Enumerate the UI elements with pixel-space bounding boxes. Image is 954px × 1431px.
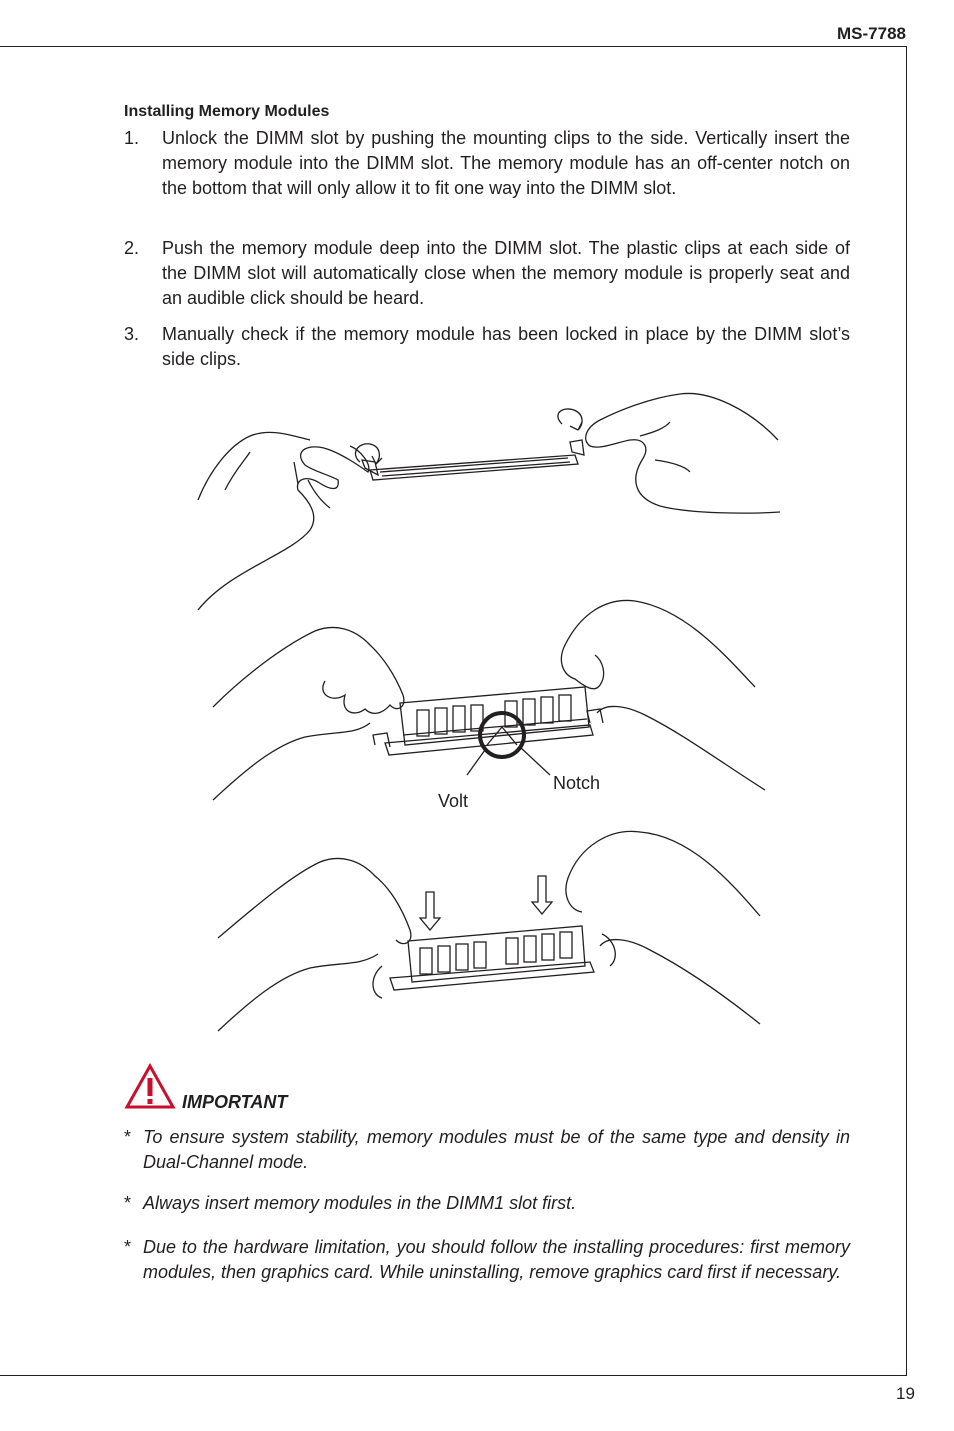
page-number: 19	[896, 1384, 915, 1403]
step-number: 2.	[124, 238, 140, 258]
important-title: IMPORTANT	[182, 1092, 288, 1112]
notch-label: Notch	[553, 773, 601, 793]
note-bullet: *	[124, 1193, 132, 1213]
unlock-slot-illustration	[190, 380, 790, 620]
step-2	[124, 236, 850, 311]
step-number: 3.	[124, 324, 140, 344]
note-bullet: *	[124, 1127, 132, 1147]
push-module-illustration	[210, 826, 770, 1036]
important-note-1	[124, 1125, 850, 1175]
note-text: Always insert memory modules in the DIMM1 slot first.	[143, 1193, 577, 1213]
warning-icon	[124, 1063, 176, 1111]
note-text: Due to the hardware limitation, you should follow the installing procedures: first memory modules, then graphics card. While uninstalling, remove graphics card first if necessary.	[143, 1237, 850, 1282]
volt-label: Volt	[438, 791, 469, 811]
step-text: Manually check if the memory module has been locked in place by the DIMM slot’s side clips.	[162, 324, 850, 369]
header-rule	[0, 46, 907, 47]
page-edge-rule	[906, 46, 907, 1376]
important-note-3	[124, 1235, 850, 1285]
step-1	[124, 126, 850, 201]
section-title: Installing Memory Modules	[124, 103, 330, 120]
footer-rule	[0, 1375, 907, 1376]
step-text: Push the memory module deep into the DIMM slot. The plastic clips at each side of the DIMM slot will automatically close when the memory module is properly seat and an audible click should be heard.	[162, 238, 850, 308]
step-text: Unlock the DIMM slot by pushing the mounting clips to the side. Vertically insert the memory module into the DIMM slot. The memory module has an off-center notch on the bottom that will only allow it to fit one way into the DIMM slot.	[162, 128, 850, 198]
model-number: MS-7788	[837, 24, 906, 43]
step-3	[124, 322, 850, 372]
insert-module-illustration	[205, 595, 775, 805]
step-number: 1.	[124, 128, 140, 148]
note-bullet: *	[124, 1237, 132, 1257]
important-note-2	[124, 1191, 850, 1216]
note-text: To ensure system stability, memory modules must be of the same type and density in Dual-Channel mode.	[143, 1127, 850, 1172]
